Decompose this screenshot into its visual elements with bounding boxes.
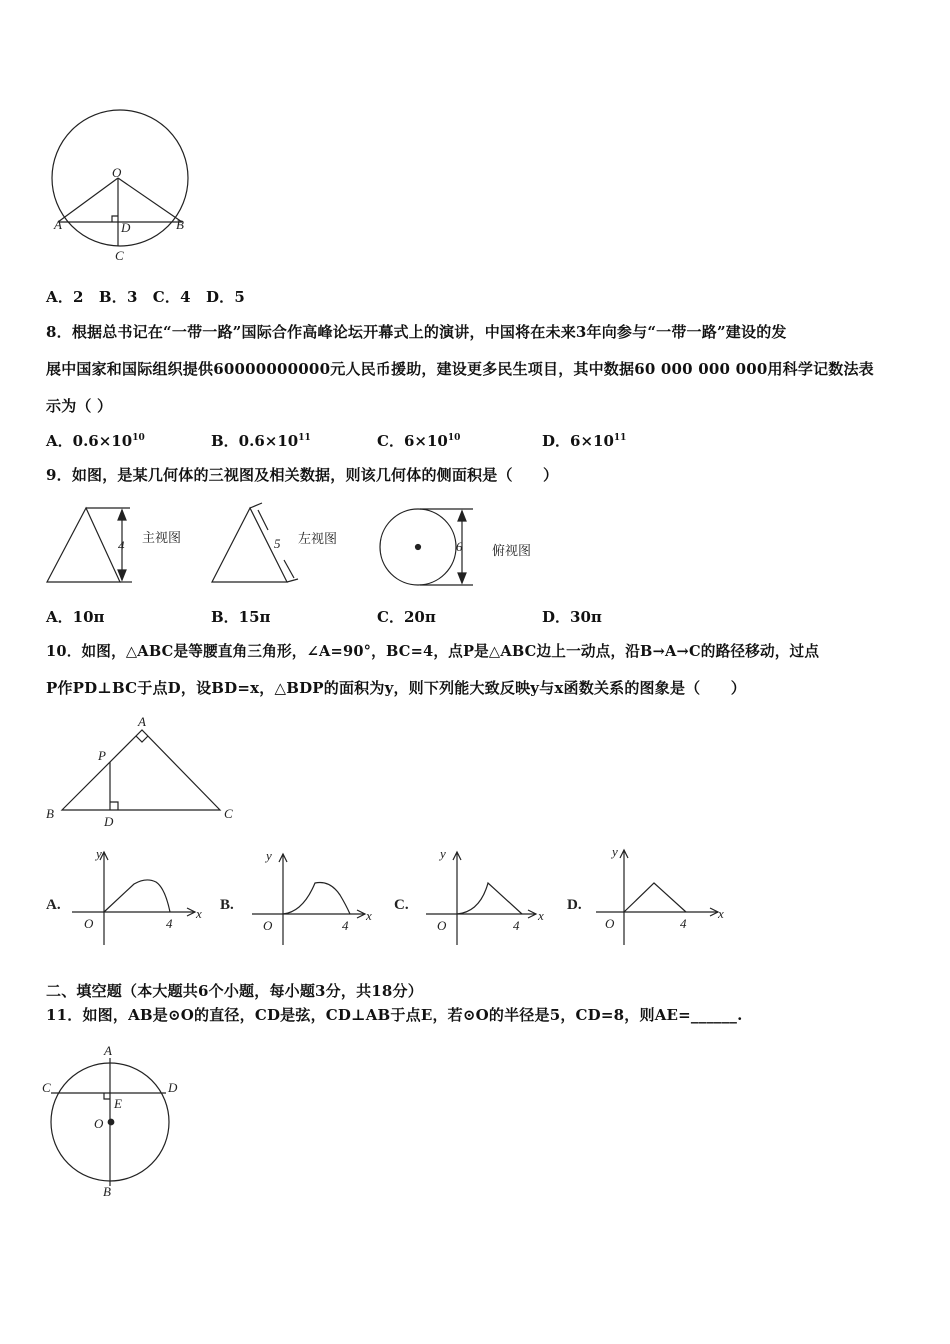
label-o: O xyxy=(94,1116,104,1131)
figure-q11-circle xyxy=(42,1043,178,1199)
label-a: A xyxy=(54,217,62,232)
axis-x: x xyxy=(538,908,544,923)
axis-4: 4 xyxy=(342,918,349,933)
q10-text-line1: 10．如图，△ABC是等腰直角三角形，∠A=90°，BC=4，点P是△ABC边上一动点，沿B→A→C的路径移动，过点 xyxy=(46,643,820,660)
label-front-view: 主视图 xyxy=(142,531,182,546)
label-a: A xyxy=(104,1043,112,1058)
label-o: O xyxy=(112,165,122,180)
q9-option-a: A．10π xyxy=(46,608,105,626)
axis-x: x xyxy=(718,906,724,921)
axis-x: x xyxy=(366,908,372,923)
label-c: C xyxy=(42,1080,51,1095)
axis-y: y xyxy=(440,846,446,861)
label-b: B xyxy=(103,1184,111,1199)
label-d: D xyxy=(121,220,131,235)
q8-option-d: D．$6\times 10^{11}$ xyxy=(542,432,627,450)
axis-o: O xyxy=(605,916,615,931)
axis-o: O xyxy=(84,916,94,931)
q10-text-line2: P作PD⊥BC于点D，设BD=x，△BDP的面积为y，则下列能大致反映y与x函数关系的图象是（ ） xyxy=(46,679,746,697)
label-p: P xyxy=(98,748,106,763)
axis-y: y xyxy=(266,848,272,863)
graph-label-b: B. xyxy=(220,897,234,913)
graph-label-a: A. xyxy=(46,897,61,913)
q9-text: 9．如图，是某几何体的三视图及相关数据，则该几何体的侧面积是（ ） xyxy=(46,466,559,484)
label-d: D xyxy=(168,1080,178,1095)
q8-text-line3: 示为（ ） xyxy=(46,397,113,415)
axis-o: O xyxy=(437,918,447,933)
q8-option-c: C．$6\times 10^{10}$ xyxy=(377,432,461,450)
q7-options: A．2 B．3 C．4 D．5 xyxy=(46,288,246,306)
axis-y: y xyxy=(612,844,618,859)
q8-text-line2: 展中国家和国际组织提供60000000000元人民币援助，建设更多民生项目，其中数据60 000 000 000用科学记数法表 xyxy=(46,360,874,378)
q9-option-b: B．15π xyxy=(211,608,271,626)
graph-option-c xyxy=(394,846,544,945)
graph-label-c: C. xyxy=(394,897,409,913)
graph-option-b xyxy=(220,848,372,945)
label-height: 4 xyxy=(118,538,125,553)
section-2-title: 二、填空题（本大题共6个小题，每小题3分，共18分） xyxy=(46,982,423,1000)
graph-label-d: D. xyxy=(567,897,582,913)
label-diameter: 6 xyxy=(456,539,463,554)
q8-text-line1: 8．根据总书记在“一带一路”国际合作高峰论坛开幕式上的演讲，中国将在未来3年向参与“一带一路”建设的发 xyxy=(46,323,787,341)
q9-option-c: C．20π xyxy=(377,608,436,626)
axis-4: 4 xyxy=(680,916,687,931)
label-b: B xyxy=(46,806,54,821)
graph-option-a xyxy=(46,846,202,945)
q8-option-a: A．$0.6\times 10^{10}$ xyxy=(46,432,145,450)
label-d: D xyxy=(104,814,114,829)
figure-q10-triangle xyxy=(46,714,233,829)
axis-x: x xyxy=(196,906,202,921)
graph-option-d xyxy=(567,844,724,945)
figure-q7-circle xyxy=(52,110,188,263)
q8-option-b: B．$0.6\times 10^{11}$ xyxy=(211,432,311,450)
label-b: B xyxy=(176,217,184,232)
q11-text: 11．如图，AB是⊙O的直径，CD是弦，CD⊥AB于点E，若⊙O的半径是5，CD=8，则AE=______. xyxy=(46,1006,743,1024)
label-top-view: 俯视图 xyxy=(492,544,532,559)
label-slant: 5 xyxy=(274,536,281,551)
axis-o: O xyxy=(263,918,273,933)
label-a: A xyxy=(138,714,146,729)
axis-4: 4 xyxy=(513,918,520,933)
label-e: E xyxy=(114,1096,122,1111)
q9-option-d: D．30π xyxy=(542,608,602,626)
label-c: C xyxy=(115,248,124,263)
figure-q9-three-views xyxy=(47,503,531,585)
label-left-view: 左视图 xyxy=(298,532,338,547)
axis-y: y xyxy=(96,846,102,861)
label-c: C xyxy=(224,806,233,821)
axis-4: 4 xyxy=(166,916,173,931)
